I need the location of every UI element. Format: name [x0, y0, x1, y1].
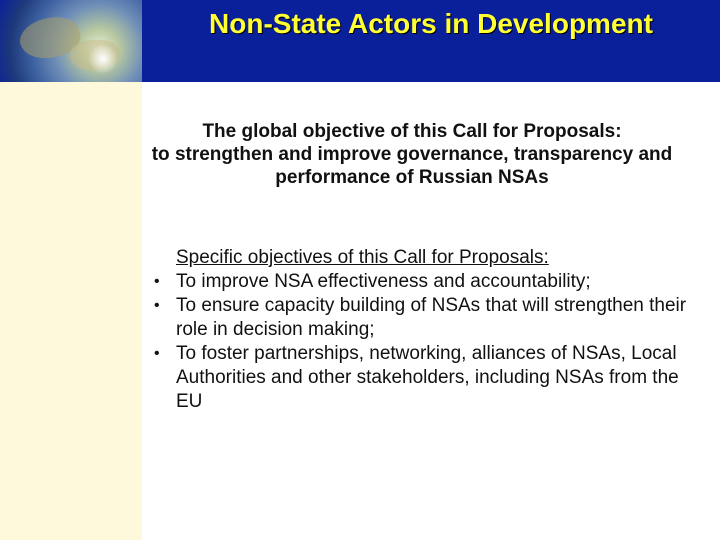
- global-objective: [142, 120, 682, 189]
- specific-objectives-heading: Specific objectives of this Call for Proposals:: [176, 247, 549, 268]
- bullet-icon: •: [154, 345, 160, 362]
- specific-objectives-list: [152, 270, 692, 414]
- specific-objectives: [152, 246, 692, 414]
- globe-highlight: [88, 44, 118, 74]
- bullet-icon: •: [154, 297, 160, 314]
- list-item: [152, 270, 692, 294]
- list-item-text: To ensure capacity building of NSAs that will strengthen their role in decision making;: [176, 295, 687, 340]
- slide-title: Non-State Actors in Development: [209, 8, 653, 39]
- list-item: [152, 294, 692, 342]
- globe-image: [0, 0, 142, 82]
- list-item-text: To improve NSA effectiveness and accountability;: [176, 271, 591, 292]
- side-panel: [0, 82, 142, 540]
- bullet-icon: •: [154, 273, 160, 290]
- list-item: [152, 342, 692, 414]
- global-objective-heading: The global objective of this Call for Proposals:: [202, 121, 622, 142]
- global-objective-text: to strengthen and improve governance, transparency and performance of Russian NSAs: [151, 144, 673, 188]
- list-item-text: To foster partnerships, networking, alliances of NSAs, Local Authorities and other stakeholders, including NSAs from the EU: [176, 343, 679, 412]
